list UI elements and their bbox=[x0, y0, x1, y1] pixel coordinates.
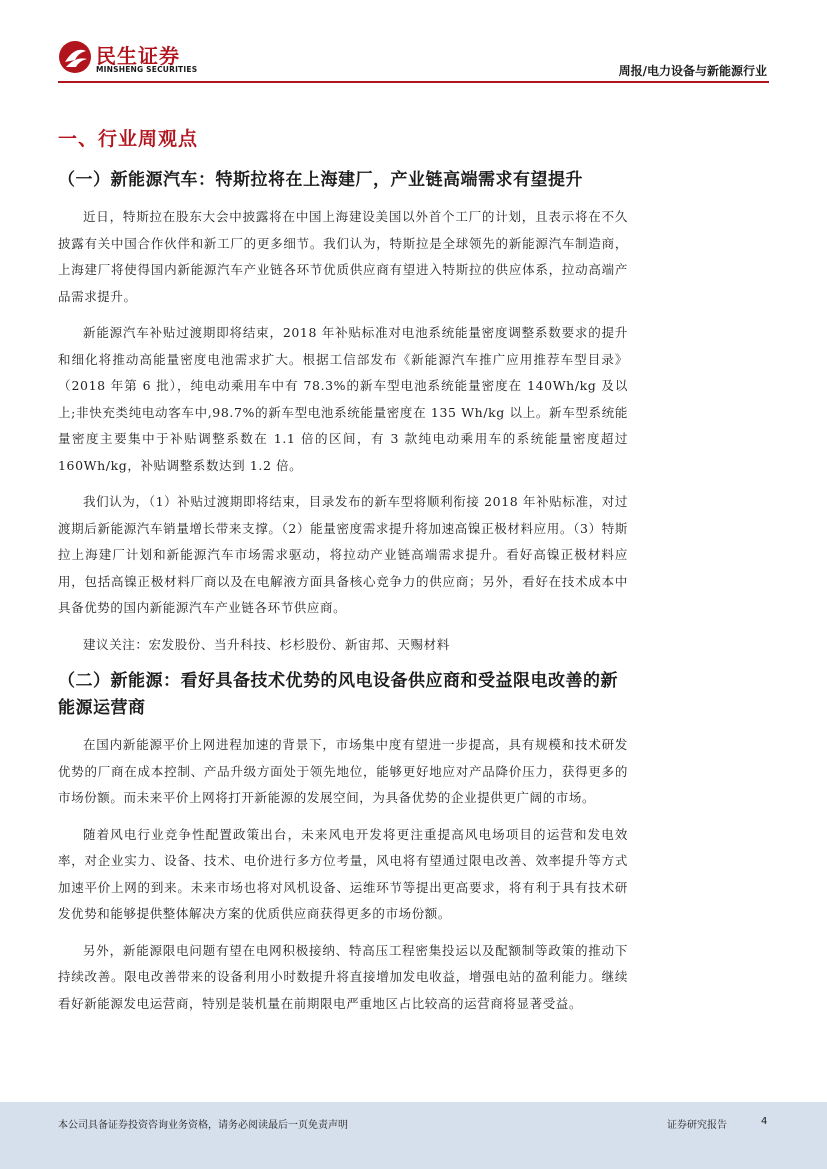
subsection-title-ev: （一）新能源汽车：特斯拉将在上海建厂，产业链高端需求有望提升 bbox=[58, 170, 583, 190]
header-divider bbox=[58, 81, 769, 83]
minsheng-logo-icon bbox=[58, 40, 92, 74]
logo-chinese-name: 民生证券 bbox=[96, 44, 180, 68]
footer-disclaimer: 本公司具备证券投资咨询业务资格，请务必阅读最后一页免责声明 bbox=[58, 1120, 348, 1131]
paragraph: 我们认为，（1）补贴过渡期即将结束，目录发布的新车型将顺利衔接 2018 年补贴标准，对过渡期后新能源汽车销量增长带来支撑。（2）能量密度需求提升将加速高镍正极材料应用。（3）特斯拉上海建厂计划和新能源汽车市场需求驱动，将拉动产业链高端需求提升。看好高镍正极材料应用，包括高镍正极材料厂商以及在电解液方面具备核心竞争力的供应商；另外，看好在技术成本中具备优势的国内新能源汽车产业链各环节供应商。 bbox=[58, 494, 628, 615]
paragraph: 在国内新能源平价上网进程加速的背景下，市场集中度有望进一步提高，具有规模和技术研发优势的厂商在成本控制、产品升级方面处于领先地位，能够更好地应对产品降价压力，获得更多的市场份额。而未来平价上网将打开新能源的发展空间，为具备优势的企业提供更广阔的市场。 bbox=[58, 737, 628, 805]
recommendation: 建议关注：宏发股份、当升科技、杉杉股份、新宙邦、天赐材料 bbox=[83, 636, 450, 652]
minsheng-logo bbox=[58, 40, 218, 80]
page-footer bbox=[0, 1102, 827, 1169]
page-number: 4 bbox=[761, 1116, 768, 1127]
report-type: 周报/电力设备与新能源行业 bbox=[618, 64, 767, 78]
logo-english-name: MINSHENG SECURITIES bbox=[96, 65, 198, 74]
main-content bbox=[58, 124, 628, 1027]
paragraph: 随着风电行业竞争性配置政策出台，未来风电开发将更注重提高风电场项目的运营和发电效率，对企业实力、设备、技术、电价进行多方位考量，风电将有望通过限电改善、效率提升等方式加速平价上网的到来。未来市场也将对风机设备、运维环节等提出更高要求，将有利于具有技术研发优势和能够提供整体解决方案的优质供应商获得更多的市场份额。 bbox=[58, 826, 628, 921]
footer-report-label: 证券研究报告 bbox=[667, 1120, 727, 1131]
subsection-title-new-energy: （二）新能源：看好具备技术优势的风电设备供应商和受益限电改善的新能源运营商 bbox=[58, 671, 618, 718]
paragraph: 近日，特斯拉在股东大会中披露将在中国上海建设美国以外首个工厂的计划，且表示将在不久披露有关中国合作伙伴和新工厂的更多细节。我们认为，特斯拉是全球领先的新能源汽车制造商，上海建厂将使得国内新能源汽车产业链各环节优质供应商有望进入特斯拉的供应体系，拉动高端产品需求提升。 bbox=[58, 209, 628, 304]
page-header bbox=[0, 0, 827, 84]
section-title: 一、行业周观点 bbox=[58, 128, 199, 150]
paragraph: 另外，新能源限电问题有望在电网积极接纳、特高压工程密集投运以及配额制等政策的推动下持续改善。限电改善带来的设备利用小时数提升将直接增加发电收益，增强电站的盈利能力。继续看好新能源发电运营商，特别是装机量在前期限电严重地区占比较高的运营商将显著受益。 bbox=[58, 942, 628, 1011]
paragraph: 新能源汽车补贴过渡期即将结束，2018 年补贴标准对电池系统能量密度调整系数要求的提升和细化将推动高能量密度电池需求扩大。根据工信部发布《新能源汽车推广应用推荐车型目录》（2018 年第 6 批），纯电动乘用车中有 78.3%的新车型电池系统能量密度在 140Wh/kg 及以上;非快充类纯电动客车中,98.7%的新车型电池系统能量密度在 135 Wh/kg 以上。新车型系统能量密度主要集中于补贴调整系数在 1.1 倍的区间，有 3 款纯电动乘用车的系统能量密度超过 160Wh/kg，补贴调整系数达到 1.2 倍。 bbox=[58, 325, 628, 473]
